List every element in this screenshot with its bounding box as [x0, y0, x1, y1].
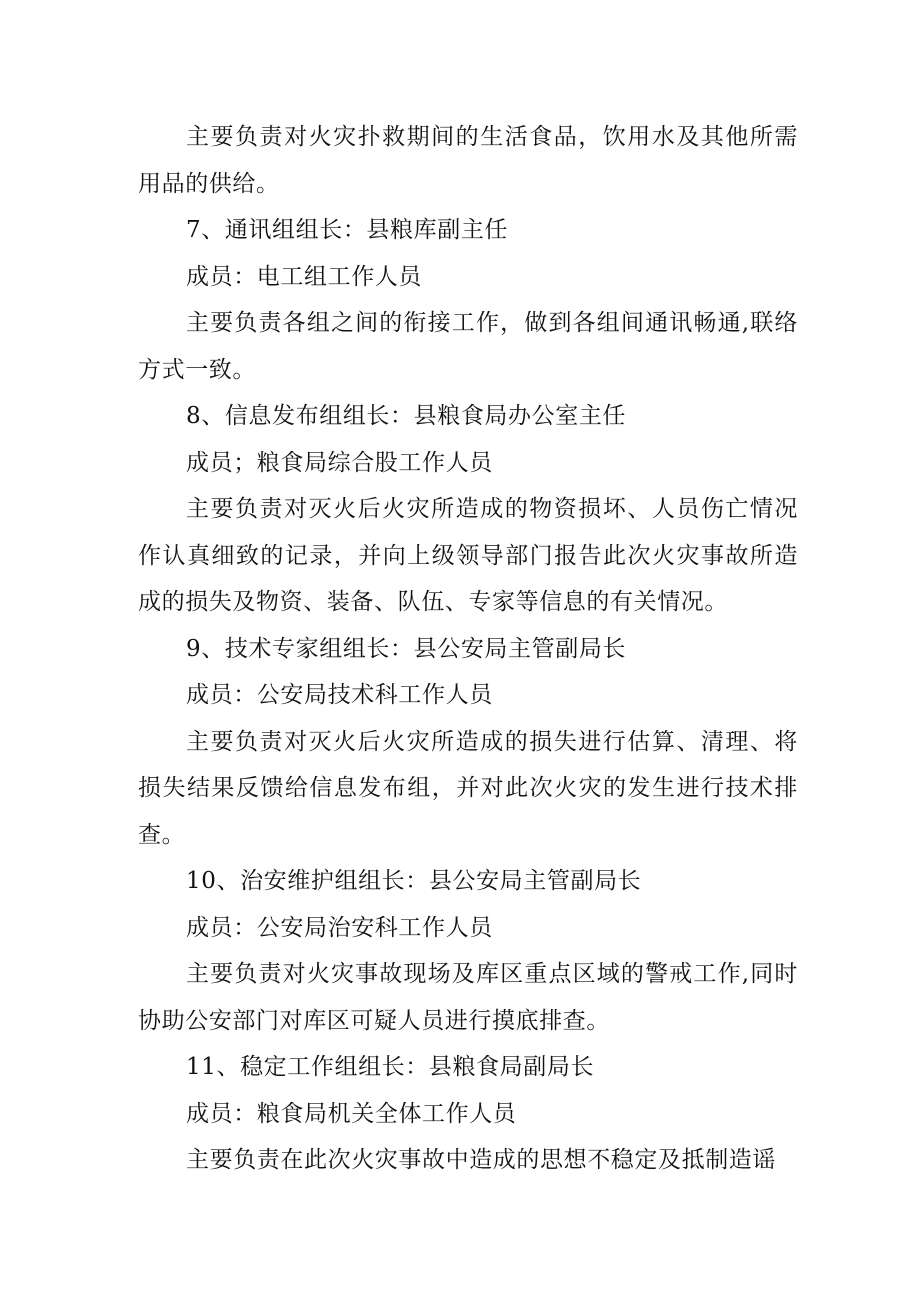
document-body [138, 114, 798, 1184]
heading-security-group: 10、治安维护组组长：县公安局主管副局长 [186, 868, 642, 894]
members-security-group: 成员：公安局治安科工作人员 [186, 914, 493, 941]
paragraph-stability-duties: 主要负责在此次火灾事故中造成的思想不稳定及抵制造谣 [186, 1147, 776, 1173]
heading-tech-expert-group: 9、技术专家组组长：县公安局主管副局长 [186, 635, 627, 662]
members-info-release-group: 成员；粮食局综合股工作人员 [186, 449, 493, 476]
heading-stability-group: 11、稳定工作组组长：县粮食局副局长 [186, 1054, 595, 1080]
paragraph-communication-duties: 主要负责各组之间的衔接工作，做到各组间通讯畅通,联络方式一致。 [138, 310, 798, 383]
members-communication-group: 成员：电工组工作人员 [186, 263, 422, 290]
heading-info-release-group: 8、信息发布组组长：县粮食局办公室主任 [186, 403, 627, 429]
paragraph-info-release-duties: 主要负责对灭火后火灾所造成的物资损坏、人员伤亡情况作认真细致的记录，并向上级领导部门报告此次火灾事故所造成的损失及物资、装备、队伍、专家等信息的有关情况。 [138, 496, 798, 615]
heading-communication-group: 7、通讯组组长：县粮库副主任 [186, 217, 509, 243]
members-tech-expert-group: 成员：公安局技术科工作人员 [186, 682, 493, 708]
members-stability-group: 成员：粮食局机关全体工作人员 [186, 1100, 517, 1127]
paragraph-security-duties: 主要负责对火灾事故现场及库区重点区域的警戒工作,同时协助公安部门对库区可疑人员进行摸底排查。 [138, 961, 798, 1034]
paragraph-tech-expert-duties: 主要负责对灭火后火灾所造成的损失进行估算、清理、将损失结果反馈给信息发布组，并对此次火灾的发生进行技术排查。 [138, 728, 798, 848]
paragraph-supply-duties: 主要负责对火灾扑救期间的生活食品，饮用水及其他所需用品的供给。 [138, 124, 798, 197]
